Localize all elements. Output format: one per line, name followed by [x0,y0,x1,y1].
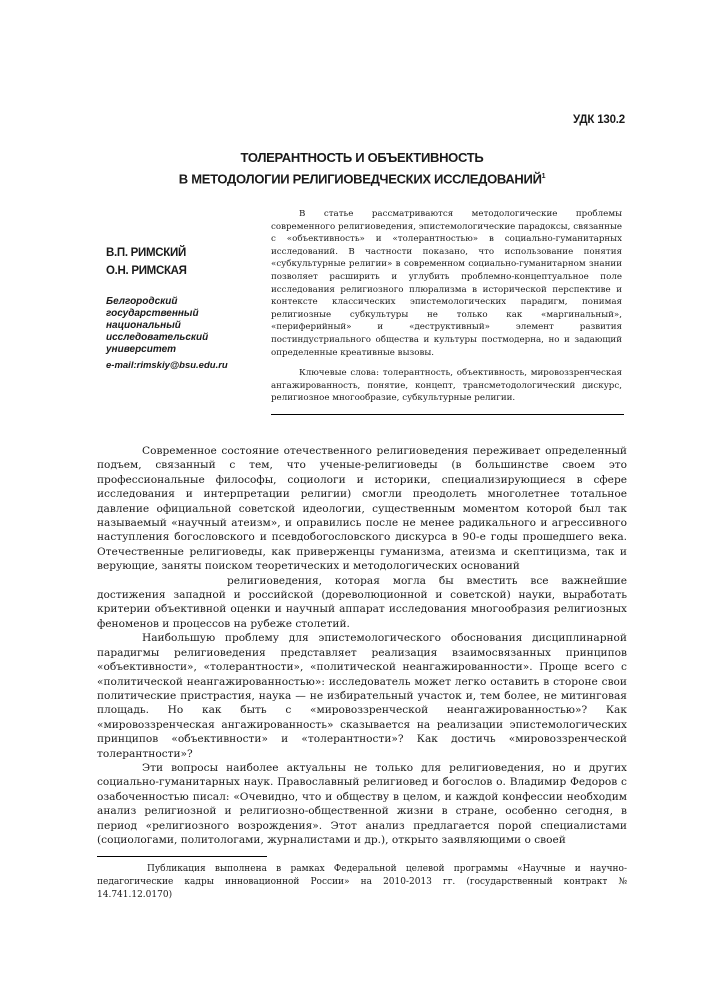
abstract-divider [271,414,624,415]
abstract-text: В статье рассматриваются методологические проблемы современного религиоведения, эпистемологические парадоксы, связанные с «объективность» и «толерантностью» в социально-гуманитарных исследований. В частности показано, что использование понятия «субкультурные религии» в современном социально-гуманитарном знании позволяет расширить и углубить проблемно-концептуальное поле исследования религиозного плюрализма в исторической перспективе и контексте классических эпистемологических парадигм, понимая религиозные субкультуры не только как «маргинальный», «периферийный» и «деструктивный» элемент развития постиндустриального общества и культуры постмодерна, но и задающий определенные креативные вызовы. [271,209,622,358]
author-1: В.П. РИМСКИЙ [106,247,186,259]
footnote-text: Публикация выполнена в рамках Федеральной целевой программы «Научные и научно-педагогические кадры инновационной России» на 2010-2013 гг. (государственный контракт № 14.741.12.0170) [97,864,627,900]
title-line-2: В МЕТОДОЛОГИИ РЕЛИГИОВЕДЧЕСКИХ ИССЛЕДОВАНИЙ$^1$ [178,171,546,187]
affiliation: Белгородский государственный национальный исследовательский университет [106,296,209,355]
body-paragraph-1: Современное состояние отечественного религиоведения переживает определенный подъем, связанный с тем, что ученые-религиоведы (в большинстве своем это профессиональные философы, социологи и историки, специализирующиеся в сфере исследования и интерпретации религии) смогли преодолеть многолетнее тотальное давление официальной советской идеологии, существенным моментом которой был так называемый «научный атеизм», и оправились после не менее радикального и агрессивного наступления богословского и псевдобогословского дискурса в 90-е годы прошедшего века. Отечественные религиоведы, как приверженцы гуманизма, атеизма и скептицизма, так и верующие, заняты поиском теоретических и методологических оснований религиоведения, которая могла бы вместить все важнейшие достижения западной и российской (дореволюционной и советской) науки, выработать критерии объективной оценки и научный аппарат исследования многообразия религиозных феноменов и процессов на рубеже столетий. [97,445,627,630]
article-body [97,444,627,847]
title-line-1: ТОЛЕРАНТНОСТЬ И ОБЪЕКТИВНОСТЬ [240,150,484,165]
keywords: Ключевые слова: толерантность, объективность, мировоззренческая ангажированность, понятие, концепт, трансметодологический дискурс, религиозное многообразие, субкультурные религии. [271,368,622,404]
body-paragraph-3: Эти вопросы наиболее актуальны не только для религиоведения, но и других социально-гуманитарных наук. Православный религиовед и богослов о. Владимир Федоров с озабоченностью писал: «Очевидно, что и обществу в целом, и каждой конфессии необходим анализ религиозной и религиозно-общественной жизни в стране, особенно сегодня, в период «религиозного возрождения». Этот анализ предлагается порой специалистами (социологами, политологами, журналистами и др.), открыто заявляющими о своей [97,761,627,846]
article-title [96,148,628,188]
author-2: О.Н. РИМСКАЯ [106,265,187,277]
author-email: e-mail:rimskiy@bsu.edu.ru [106,360,228,371]
body-paragraph-2: Наибольшую проблему для эпистемологического обоснования дисциплинарной парадигмы религиоведения представляет реализация взаимосвязанных принципов «объективности», «толерантности», «политической неангажированности». Проще всего с «политической неангажированностью»: исследователь может легко оставить в стороне свои политические пристрастия, наука — не избирательный участок и, тем более, не митинговая площадь. Но как быть с «мировоззренческой неангажированностью»? Как «мировоззренческая ангажированность» сказывается на реализации эпистемологических принципов «объективности» и «толерантности»? Как достичь «мировоззренческой толерантности»? [97,632,627,760]
udk-code: УДК 130.2 [573,114,625,126]
title-footnote-mark: 1 [541,173,546,180]
abstract [271,208,622,405]
footnote-divider [97,856,267,857]
footnote [97,863,627,902]
authors [106,244,187,280]
